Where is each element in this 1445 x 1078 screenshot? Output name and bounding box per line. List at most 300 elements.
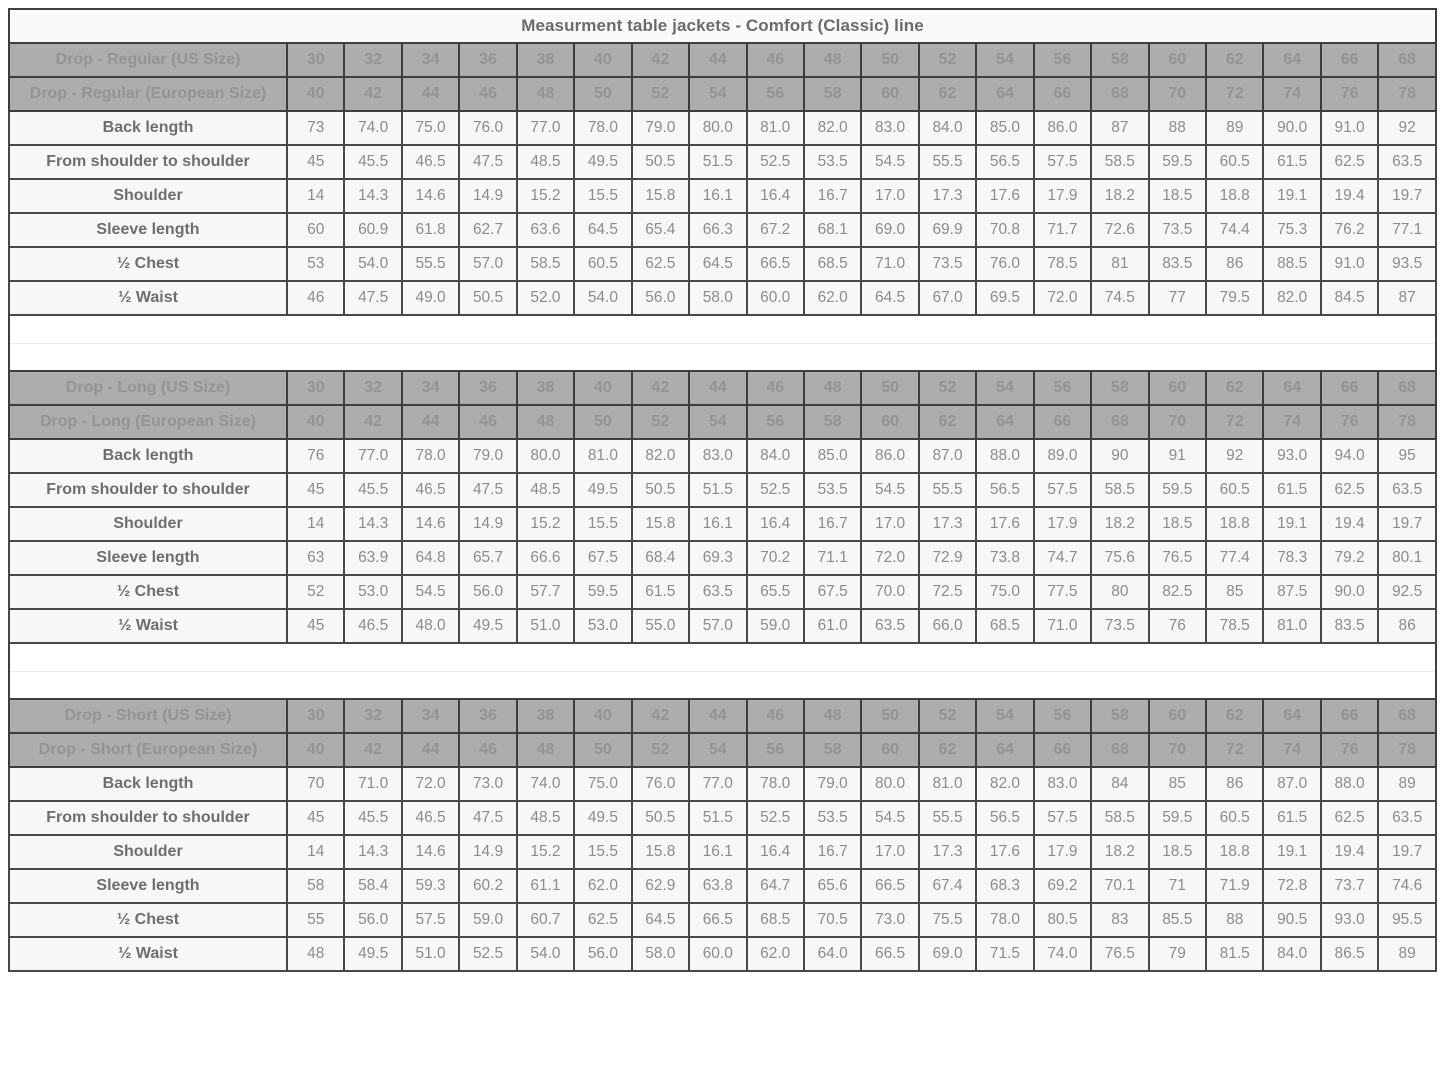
us-size-header-cell: 54 xyxy=(976,43,1033,77)
size-header-row-us xyxy=(9,43,1436,77)
us-size-header-cell: 30 xyxy=(287,371,344,405)
measurement-value-cell: 14.3 xyxy=(344,835,401,869)
measurement-value-cell: 81.0 xyxy=(919,767,976,801)
measurement-row xyxy=(9,111,1436,145)
us-size-header-cell: 40 xyxy=(574,371,631,405)
measurement-row xyxy=(9,609,1436,643)
measurement-value-cell: 62.5 xyxy=(1321,145,1378,179)
measurement-value-cell: 72.0 xyxy=(861,541,918,575)
measurement-value-cell: 58.5 xyxy=(1091,473,1148,507)
eu-size-header-cell: 78 xyxy=(1378,733,1436,767)
measurement-value-cell: 53.5 xyxy=(804,473,861,507)
measurement-value-cell: 85.0 xyxy=(976,111,1033,145)
measurement-value-cell: 47.5 xyxy=(459,801,516,835)
measurement-value-cell: 91 xyxy=(1149,439,1206,473)
measurement-value-cell: 17.6 xyxy=(976,835,1033,869)
us-size-header-cell: 50 xyxy=(861,371,918,405)
measurement-value-cell: 19.7 xyxy=(1378,179,1436,213)
measurement-value-cell: 74.5 xyxy=(1091,281,1148,315)
measurement-value-cell: 77.0 xyxy=(517,111,574,145)
eu-size-header-cell: 68 xyxy=(1091,405,1148,439)
measurement-value-cell: 74.6 xyxy=(1378,869,1436,903)
measurement-value-cell: 58.5 xyxy=(1091,145,1148,179)
eu-size-header-cell: 78 xyxy=(1378,77,1436,111)
measurement-value-cell: 91.0 xyxy=(1321,111,1378,145)
measurement-row-label: ½ Waist xyxy=(9,609,287,643)
measurement-value-cell: 56.5 xyxy=(976,801,1033,835)
measurement-row xyxy=(9,541,1436,575)
measurement-value-cell: 56.0 xyxy=(574,937,631,971)
measurement-value-cell: 16.7 xyxy=(804,507,861,541)
us-size-header-cell: 34 xyxy=(402,371,459,405)
measurement-value-cell: 80.1 xyxy=(1378,541,1436,575)
measurement-row xyxy=(9,903,1436,937)
eu-size-header-cell: 74 xyxy=(1263,77,1320,111)
measurement-value-cell: 49.5 xyxy=(344,937,401,971)
measurement-value-cell: 53.0 xyxy=(344,575,401,609)
measurement-value-cell: 16.1 xyxy=(689,507,746,541)
measurement-value-cell: 83.0 xyxy=(861,111,918,145)
measurement-value-cell: 17.0 xyxy=(861,179,918,213)
measurement-row-label: ½ Waist xyxy=(9,937,287,971)
eu-size-header-cell: 74 xyxy=(1263,405,1320,439)
measurement-table-body xyxy=(9,9,1436,971)
measurement-value-cell: 87.0 xyxy=(1263,767,1320,801)
measurement-value-cell: 14.6 xyxy=(402,507,459,541)
measurement-value-cell: 64.5 xyxy=(689,247,746,281)
measurement-value-cell: 59.5 xyxy=(574,575,631,609)
measurement-value-cell: 52.5 xyxy=(747,801,804,835)
measurement-value-cell: 84.5 xyxy=(1321,281,1378,315)
measurement-value-cell: 18.2 xyxy=(1091,835,1148,869)
measurement-value-cell: 64.5 xyxy=(574,213,631,247)
measurement-value-cell: 58.0 xyxy=(632,937,689,971)
measurement-value-cell: 90 xyxy=(1091,439,1148,473)
measurement-value-cell: 18.5 xyxy=(1149,507,1206,541)
us-size-header-cell: 50 xyxy=(861,43,918,77)
measurement-value-cell: 17.0 xyxy=(861,835,918,869)
eu-size-header-cell: 74 xyxy=(1263,733,1320,767)
eu-size-header-cell: 72 xyxy=(1206,733,1263,767)
measurement-value-cell: 56.0 xyxy=(632,281,689,315)
measurement-value-cell: 81.0 xyxy=(1263,609,1320,643)
measurement-value-cell: 93.5 xyxy=(1378,247,1436,281)
eu-size-header-cell: 62 xyxy=(919,733,976,767)
measurement-value-cell: 60.5 xyxy=(574,247,631,281)
us-size-header-cell: 48 xyxy=(804,43,861,77)
us-size-header-cell: 52 xyxy=(919,43,976,77)
measurement-value-cell: 15.2 xyxy=(517,179,574,213)
measurement-value-cell: 50.5 xyxy=(632,473,689,507)
us-size-header-cell: 56 xyxy=(1034,699,1091,733)
measurement-value-cell: 84 xyxy=(1091,767,1148,801)
measurement-value-cell: 63 xyxy=(287,541,344,575)
eu-size-header-cell: 58 xyxy=(804,733,861,767)
us-size-header-cell: 54 xyxy=(976,699,1033,733)
measurement-value-cell: 86.5 xyxy=(1321,937,1378,971)
measurement-value-cell: 59.3 xyxy=(402,869,459,903)
measurement-value-cell: 62.0 xyxy=(574,869,631,903)
measurement-value-cell: 87 xyxy=(1091,111,1148,145)
eu-size-header-cell: 56 xyxy=(747,405,804,439)
measurement-value-cell: 51.0 xyxy=(517,609,574,643)
measurement-value-cell: 67.5 xyxy=(804,575,861,609)
eu-size-header-cell: 44 xyxy=(402,77,459,111)
measurement-value-cell: 70.2 xyxy=(747,541,804,575)
measurement-value-cell: 63.5 xyxy=(861,609,918,643)
measurement-value-cell: 54.0 xyxy=(574,281,631,315)
measurement-row xyxy=(9,507,1436,541)
measurement-row xyxy=(9,835,1436,869)
measurement-value-cell: 52 xyxy=(287,575,344,609)
eu-size-header-cell: 66 xyxy=(1034,733,1091,767)
measurement-value-cell: 19.7 xyxy=(1378,507,1436,541)
measurement-value-cell: 79.5 xyxy=(1206,281,1263,315)
measurement-value-cell: 69.9 xyxy=(919,213,976,247)
measurement-value-cell: 75.0 xyxy=(574,767,631,801)
eu-size-header-cell: 68 xyxy=(1091,733,1148,767)
measurement-value-cell: 58.0 xyxy=(689,281,746,315)
measurement-value-cell: 86 xyxy=(1378,609,1436,643)
measurement-value-cell: 95 xyxy=(1378,439,1436,473)
measurement-value-cell: 52.5 xyxy=(747,473,804,507)
measurement-value-cell: 76.0 xyxy=(976,247,1033,281)
us-size-header-cell: 48 xyxy=(804,699,861,733)
measurement-value-cell: 64.8 xyxy=(402,541,459,575)
measurement-value-cell: 63.5 xyxy=(689,575,746,609)
section-spacer xyxy=(9,671,1436,699)
us-size-header-cell: 62 xyxy=(1206,371,1263,405)
measurement-value-cell: 61.8 xyxy=(402,213,459,247)
measurement-row xyxy=(9,937,1436,971)
measurement-value-cell: 54.0 xyxy=(517,937,574,971)
us-size-header-cell: 60 xyxy=(1149,43,1206,77)
measurement-row xyxy=(9,801,1436,835)
measurement-value-cell: 77 xyxy=(1149,281,1206,315)
measurement-value-cell: 45 xyxy=(287,145,344,179)
measurement-row-label: ½ Waist xyxy=(9,281,287,315)
measurement-value-cell: 65.7 xyxy=(459,541,516,575)
measurement-value-cell: 48 xyxy=(287,937,344,971)
measurement-value-cell: 73.7 xyxy=(1321,869,1378,903)
measurement-value-cell: 83.0 xyxy=(1034,767,1091,801)
measurement-value-cell: 61.5 xyxy=(1263,473,1320,507)
measurement-value-cell: 92 xyxy=(1378,111,1436,145)
measurement-value-cell: 73 xyxy=(287,111,344,145)
measurement-value-cell: 50.5 xyxy=(459,281,516,315)
eu-size-header-label: Drop - Regular (European Size) xyxy=(9,77,287,111)
measurement-value-cell: 54.5 xyxy=(861,473,918,507)
eu-size-header-cell: 46 xyxy=(459,405,516,439)
measurement-value-cell: 55 xyxy=(287,903,344,937)
us-size-header-cell: 32 xyxy=(344,699,401,733)
measurement-value-cell: 15.8 xyxy=(632,507,689,541)
eu-size-header-cell: 76 xyxy=(1321,405,1378,439)
eu-size-header-cell: 42 xyxy=(344,733,401,767)
eu-size-header-cell: 66 xyxy=(1034,77,1091,111)
us-size-header-cell: 66 xyxy=(1321,43,1378,77)
measurement-value-cell: 17.9 xyxy=(1034,835,1091,869)
measurement-value-cell: 77.0 xyxy=(344,439,401,473)
measurement-value-cell: 66.5 xyxy=(861,869,918,903)
measurement-value-cell: 85.5 xyxy=(1149,903,1206,937)
measurement-value-cell: 53.5 xyxy=(804,145,861,179)
measurement-value-cell: 45.5 xyxy=(344,145,401,179)
measurement-value-cell: 81.0 xyxy=(574,439,631,473)
measurement-value-cell: 62.5 xyxy=(1321,473,1378,507)
us-size-header-cell: 44 xyxy=(689,371,746,405)
measurement-value-cell: 16.4 xyxy=(747,835,804,869)
measurement-value-cell: 49.5 xyxy=(459,609,516,643)
measurement-value-cell: 15.8 xyxy=(632,179,689,213)
measurement-value-cell: 88.5 xyxy=(1263,247,1320,281)
measurement-row-label: Sleeve length xyxy=(9,541,287,575)
us-size-header-cell: 66 xyxy=(1321,371,1378,405)
measurement-value-cell: 54.5 xyxy=(861,145,918,179)
measurement-row-label: ½ Chest xyxy=(9,247,287,281)
measurement-value-cell: 57.7 xyxy=(517,575,574,609)
measurement-value-cell: 68.4 xyxy=(632,541,689,575)
measurement-value-cell: 17.0 xyxy=(861,507,918,541)
eu-size-header-cell: 54 xyxy=(689,405,746,439)
measurement-value-cell: 17.9 xyxy=(1034,507,1091,541)
measurement-value-cell: 78.5 xyxy=(1034,247,1091,281)
us-size-header-cell: 64 xyxy=(1263,699,1320,733)
measurement-value-cell: 71.1 xyxy=(804,541,861,575)
us-size-header-cell: 40 xyxy=(574,43,631,77)
measurement-value-cell: 67.5 xyxy=(574,541,631,575)
measurement-value-cell: 60.2 xyxy=(459,869,516,903)
measurement-table xyxy=(8,8,1437,972)
eu-size-header-cell: 68 xyxy=(1091,77,1148,111)
measurement-row xyxy=(9,247,1436,281)
measurement-value-cell: 16.1 xyxy=(689,179,746,213)
measurement-value-cell: 57.5 xyxy=(1034,801,1091,835)
eu-size-header-cell: 56 xyxy=(747,77,804,111)
eu-size-header-cell: 70 xyxy=(1149,733,1206,767)
us-size-header-cell: 54 xyxy=(976,371,1033,405)
measurement-value-cell: 18.5 xyxy=(1149,835,1206,869)
measurement-value-cell: 51.5 xyxy=(689,801,746,835)
measurement-value-cell: 45.5 xyxy=(344,801,401,835)
measurement-value-cell: 75.5 xyxy=(919,903,976,937)
measurement-row xyxy=(9,439,1436,473)
measurement-value-cell: 72.6 xyxy=(1091,213,1148,247)
measurement-value-cell: 76.2 xyxy=(1321,213,1378,247)
measurement-value-cell: 67.0 xyxy=(919,281,976,315)
size-header-row-eu xyxy=(9,733,1436,767)
measurement-value-cell: 47.5 xyxy=(344,281,401,315)
measurement-value-cell: 76 xyxy=(1149,609,1206,643)
measurement-value-cell: 66.5 xyxy=(747,247,804,281)
measurement-value-cell: 19.7 xyxy=(1378,835,1436,869)
size-header-row-eu xyxy=(9,77,1436,111)
measurement-value-cell: 85 xyxy=(1206,575,1263,609)
measurement-value-cell: 60.5 xyxy=(1206,801,1263,835)
measurement-row xyxy=(9,473,1436,507)
measurement-value-cell: 89 xyxy=(1378,767,1436,801)
us-size-header-cell: 32 xyxy=(344,371,401,405)
us-size-header-cell: 62 xyxy=(1206,699,1263,733)
measurement-value-cell: 61.5 xyxy=(1263,145,1320,179)
measurement-value-cell: 78.5 xyxy=(1206,609,1263,643)
eu-size-header-cell: 58 xyxy=(804,77,861,111)
measurement-value-cell: 14.6 xyxy=(402,179,459,213)
measurement-value-cell: 84.0 xyxy=(747,439,804,473)
eu-size-header-cell: 62 xyxy=(919,77,976,111)
section-spacer-cell xyxy=(9,315,1436,343)
measurement-value-cell: 76.0 xyxy=(459,111,516,145)
measurement-value-cell: 16.7 xyxy=(804,835,861,869)
us-size-header-cell: 64 xyxy=(1263,371,1320,405)
measurement-value-cell: 76.5 xyxy=(1091,937,1148,971)
measurement-value-cell: 58 xyxy=(287,869,344,903)
us-size-header-cell: 36 xyxy=(459,43,516,77)
measurement-value-cell: 71.5 xyxy=(976,937,1033,971)
us-size-header-cell: 36 xyxy=(459,371,516,405)
measurement-value-cell: 82.0 xyxy=(804,111,861,145)
size-header-row-us xyxy=(9,371,1436,405)
measurement-value-cell: 80 xyxy=(1091,575,1148,609)
measurement-value-cell: 58.5 xyxy=(1091,801,1148,835)
measurement-value-cell: 19.4 xyxy=(1321,179,1378,213)
measurement-value-cell: 90.5 xyxy=(1263,903,1320,937)
measurement-value-cell: 54.5 xyxy=(402,575,459,609)
eu-size-header-cell: 76 xyxy=(1321,733,1378,767)
measurement-value-cell: 58.5 xyxy=(517,247,574,281)
eu-size-header-cell: 70 xyxy=(1149,405,1206,439)
measurement-value-cell: 68.3 xyxy=(976,869,1033,903)
measurement-value-cell: 61.0 xyxy=(804,609,861,643)
measurement-value-cell: 76.5 xyxy=(1149,541,1206,575)
measurement-value-cell: 77.4 xyxy=(1206,541,1263,575)
section-spacer xyxy=(9,315,1436,343)
measurement-value-cell: 60 xyxy=(287,213,344,247)
measurement-value-cell: 68.5 xyxy=(976,609,1033,643)
measurement-row xyxy=(9,575,1436,609)
eu-size-header-cell: 46 xyxy=(459,733,516,767)
measurement-value-cell: 71.0 xyxy=(1034,609,1091,643)
eu-size-header-cell: 48 xyxy=(517,77,574,111)
measurement-value-cell: 72.5 xyxy=(919,575,976,609)
measurement-value-cell: 17.6 xyxy=(976,179,1033,213)
us-size-header-cell: 38 xyxy=(517,43,574,77)
measurement-row xyxy=(9,179,1436,213)
eu-size-header-cell: 62 xyxy=(919,405,976,439)
measurement-value-cell: 52.5 xyxy=(459,937,516,971)
measurement-value-cell: 57.5 xyxy=(402,903,459,937)
eu-size-header-cell: 48 xyxy=(517,733,574,767)
measurement-value-cell: 16.7 xyxy=(804,179,861,213)
us-size-header-cell: 56 xyxy=(1034,43,1091,77)
measurement-value-cell: 79.0 xyxy=(632,111,689,145)
size-header-row-us xyxy=(9,699,1436,733)
measurement-value-cell: 55.5 xyxy=(919,473,976,507)
measurement-value-cell: 71.9 xyxy=(1206,869,1263,903)
eu-size-header-cell: 44 xyxy=(402,405,459,439)
measurement-value-cell: 74.7 xyxy=(1034,541,1091,575)
measurement-value-cell: 62.0 xyxy=(804,281,861,315)
us-size-header-cell: 46 xyxy=(747,43,804,77)
measurement-value-cell: 67.4 xyxy=(919,869,976,903)
measurement-value-cell: 17.9 xyxy=(1034,179,1091,213)
measurement-value-cell: 62.5 xyxy=(1321,801,1378,835)
measurement-value-cell: 83.5 xyxy=(1149,247,1206,281)
measurement-value-cell: 15.5 xyxy=(574,507,631,541)
measurement-value-cell: 60.5 xyxy=(1206,145,1263,179)
measurement-value-cell: 19.4 xyxy=(1321,507,1378,541)
measurement-value-cell: 63.5 xyxy=(1378,473,1436,507)
size-header-row-eu xyxy=(9,405,1436,439)
measurement-value-cell: 15.5 xyxy=(574,179,631,213)
measurement-row-label: Shoulder xyxy=(9,507,287,541)
eu-size-header-cell: 60 xyxy=(861,405,918,439)
measurement-value-cell: 62.0 xyxy=(747,937,804,971)
measurement-value-cell: 64.0 xyxy=(804,937,861,971)
measurement-value-cell: 95.5 xyxy=(1378,903,1436,937)
measurement-value-cell: 60.0 xyxy=(747,281,804,315)
measurement-value-cell: 86.0 xyxy=(1034,111,1091,145)
measurement-value-cell: 45 xyxy=(287,609,344,643)
measurement-row-label: Sleeve length xyxy=(9,869,287,903)
measurement-value-cell: 86 xyxy=(1206,767,1263,801)
measurement-value-cell: 14.6 xyxy=(402,835,459,869)
measurement-value-cell: 75.0 xyxy=(976,575,1033,609)
measurement-value-cell: 45 xyxy=(287,801,344,835)
measurement-value-cell: 49.0 xyxy=(402,281,459,315)
us-size-header-cell: 52 xyxy=(919,371,976,405)
measurement-value-cell: 69.3 xyxy=(689,541,746,575)
measurement-value-cell: 54.0 xyxy=(344,247,401,281)
eu-size-header-cell: 64 xyxy=(976,77,1033,111)
eu-size-header-cell: 64 xyxy=(976,733,1033,767)
measurement-row-label: From shoulder to shoulder xyxy=(9,801,287,835)
measurement-value-cell: 16.4 xyxy=(747,179,804,213)
measurement-row-label: Back length xyxy=(9,439,287,473)
us-size-header-label: Drop - Short (US Size) xyxy=(9,699,287,733)
measurement-value-cell: 63.6 xyxy=(517,213,574,247)
measurement-value-cell: 57.5 xyxy=(1034,145,1091,179)
measurement-value-cell: 88.0 xyxy=(1321,767,1378,801)
measurement-value-cell: 92.5 xyxy=(1378,575,1436,609)
measurement-value-cell: 18.8 xyxy=(1206,835,1263,869)
measurement-value-cell: 48.0 xyxy=(402,609,459,643)
measurement-value-cell: 79.0 xyxy=(459,439,516,473)
measurement-value-cell: 85 xyxy=(1149,767,1206,801)
measurement-value-cell: 59.0 xyxy=(747,609,804,643)
measurement-row-label: Shoulder xyxy=(9,835,287,869)
measurement-value-cell: 55.5 xyxy=(402,247,459,281)
us-size-header-cell: 68 xyxy=(1378,371,1436,405)
measurement-value-cell: 77.0 xyxy=(689,767,746,801)
us-size-header-cell: 60 xyxy=(1149,371,1206,405)
measurement-value-cell: 62.5 xyxy=(574,903,631,937)
us-size-header-cell: 38 xyxy=(517,699,574,733)
measurement-value-cell: 15.5 xyxy=(574,835,631,869)
measurement-value-cell: 53.5 xyxy=(804,801,861,835)
us-size-header-cell: 34 xyxy=(402,43,459,77)
table-title: Measurment table jackets - Comfort (Classic) line xyxy=(9,9,1436,43)
measurement-value-cell: 88 xyxy=(1149,111,1206,145)
eu-size-header-cell: 56 xyxy=(747,733,804,767)
us-size-header-cell: 58 xyxy=(1091,371,1148,405)
measurement-value-cell: 89 xyxy=(1378,937,1436,971)
measurement-value-cell: 59.5 xyxy=(1149,473,1206,507)
measurement-value-cell: 78.0 xyxy=(976,903,1033,937)
measurement-value-cell: 74.4 xyxy=(1206,213,1263,247)
measurement-value-cell: 90.0 xyxy=(1263,111,1320,145)
eu-size-header-cell: 66 xyxy=(1034,405,1091,439)
